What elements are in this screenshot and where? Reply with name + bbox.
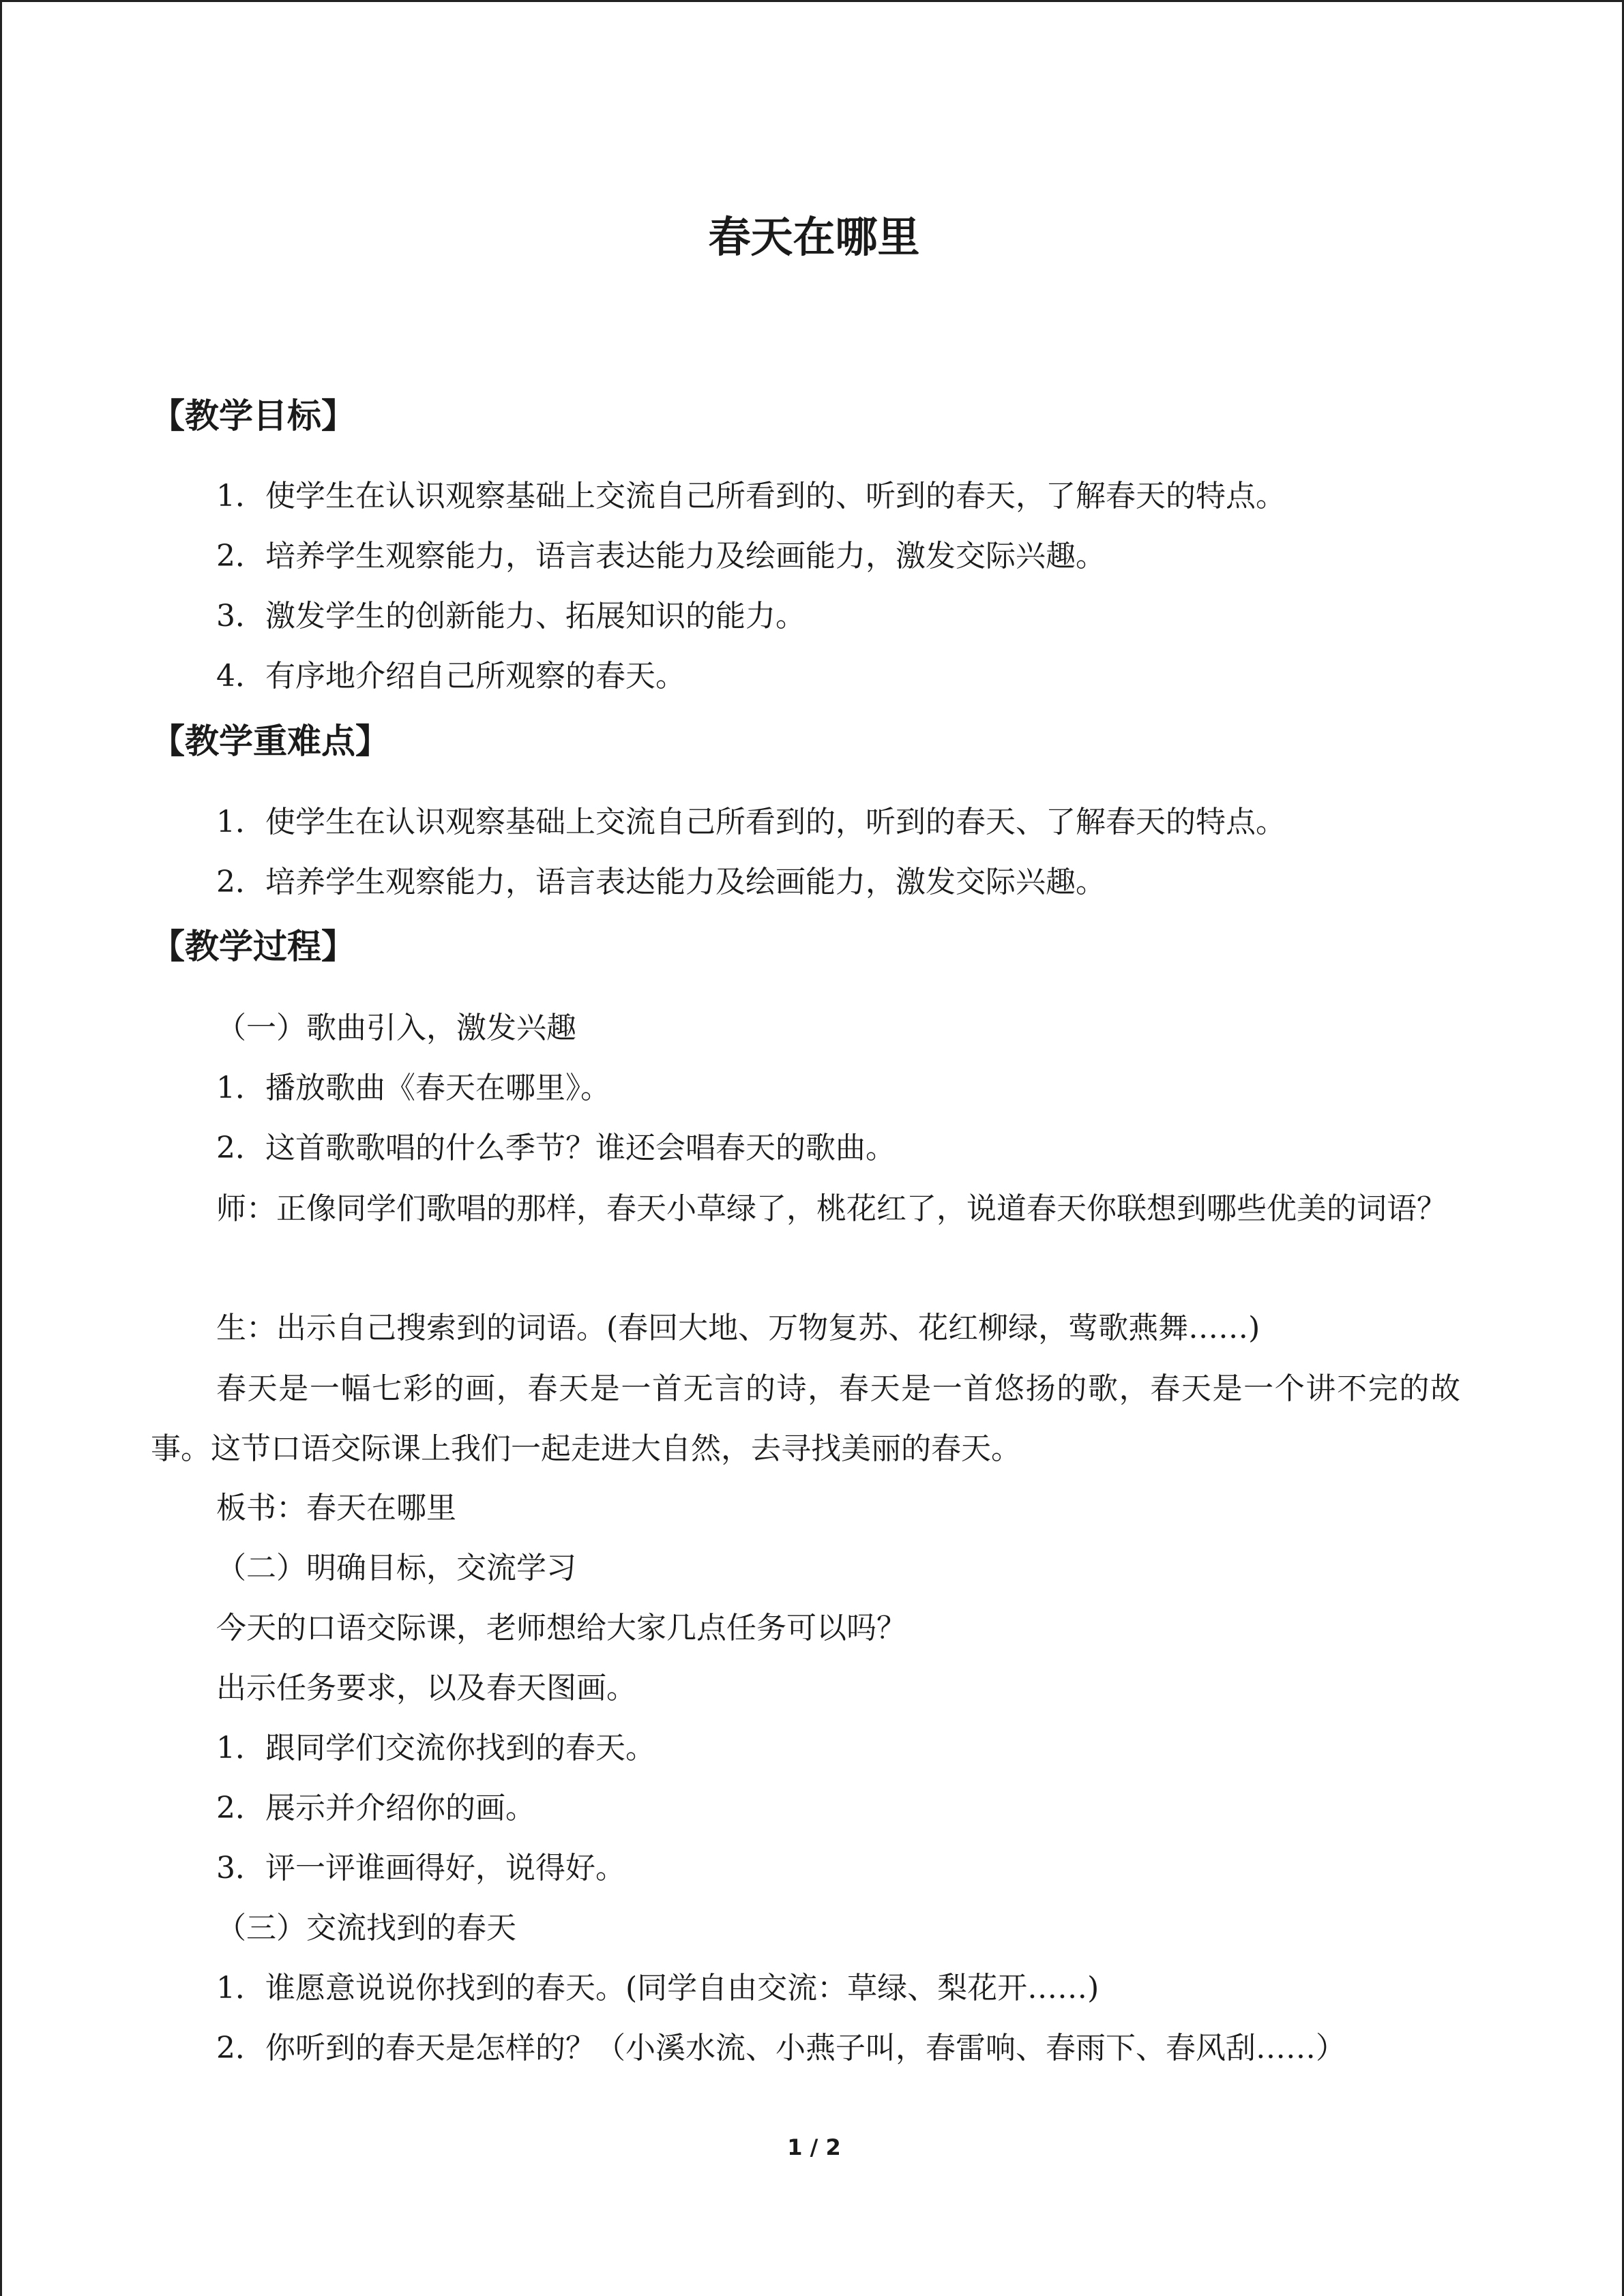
process-subheading-2: （二）明确目标，交流学习 <box>216 1551 576 1585</box>
process-task-item-2: 2．展示并介绍你的画。 <box>216 1791 535 1825</box>
section-heading-key-points: 【教学重难点】 <box>151 721 389 761</box>
process-paragraph-teacher: 师：正像同学们歌唱的那样，春天小草绿了，桃花红了，说道春天你联想到哪些优美的词语？ <box>216 1191 1447 1226</box>
page-title: 春天在哪里 <box>708 212 920 262</box>
goal-item-4: 4．有序地介绍自己所观察的春天。 <box>216 659 685 694</box>
process-line: 2．你听到的春天是怎样的？（小溪水流、小燕子叫，春雷响、春雨下、春风刮……） <box>216 2031 1346 2066</box>
section-heading-process: 【教学过程】 <box>151 927 355 966</box>
key-point-item-1: 1．使学生在认识观察基础上交流自己所看到的，听到的春天、了解春天的特点。 <box>216 805 1286 839</box>
key-point-item-2: 2．培养学生观察能力，语言表达能力及绘画能力，激发交际兴趣。 <box>216 865 1106 899</box>
process-subheading-3: （三）交流找到的春天 <box>216 1911 516 1945</box>
process-line: 2．这首歌歌唱的什么季节？谁还会唱春天的歌曲。 <box>216 1131 896 1165</box>
goal-item-1: 1．使学生在认识观察基础上交流自己所看到的、听到的春天，了解春天的特点。 <box>216 479 1286 513</box>
section-heading-goals: 【教学目标】 <box>151 396 355 436</box>
process-paragraph-spring: 春天是一幅七彩的画，春天是一首无言的诗，春天是一首悠扬的歌，春天是一个讲不完的故事。这节口语交际课上我们一起走进大自然，去寻找美丽的春天。 <box>151 1371 1460 1466</box>
process-line: 出示任务要求，以及春天图画。 <box>216 1671 636 1705</box>
process-subheading-1: （一）歌曲引入，激发兴趣 <box>216 1011 576 1045</box>
process-task-item-1: 1．跟同学们交流你找到的春天。 <box>216 1731 655 1765</box>
process-line: 1．谁愿意说说你找到的春天。(同学自由交流：草绿、梨花开……) <box>216 1971 1099 2006</box>
process-line-student: 生：出示自己搜索到的词语。(春回大地、万物复苏、花红柳绿，莺歌燕舞……) <box>216 1311 1260 1345</box>
goal-item-2: 2．培养学生观察能力，语言表达能力及绘画能力，激发交际兴趣。 <box>216 539 1106 573</box>
process-task-item-3: 3．评一评谁画得好，说得好。 <box>216 1851 625 1885</box>
process-line: 1．播放歌曲《春天在哪里》。 <box>216 1071 610 1105</box>
page-number: 1 / 2 <box>787 2134 841 2160</box>
goal-item-3: 3．激发学生的创新能力、拓展知识的能力。 <box>216 599 806 633</box>
process-line-board: 板书：春天在哪里 <box>216 1491 456 1525</box>
process-line: 今天的口语交际课，老师想给大家几点任务可以吗？ <box>216 1611 906 1645</box>
